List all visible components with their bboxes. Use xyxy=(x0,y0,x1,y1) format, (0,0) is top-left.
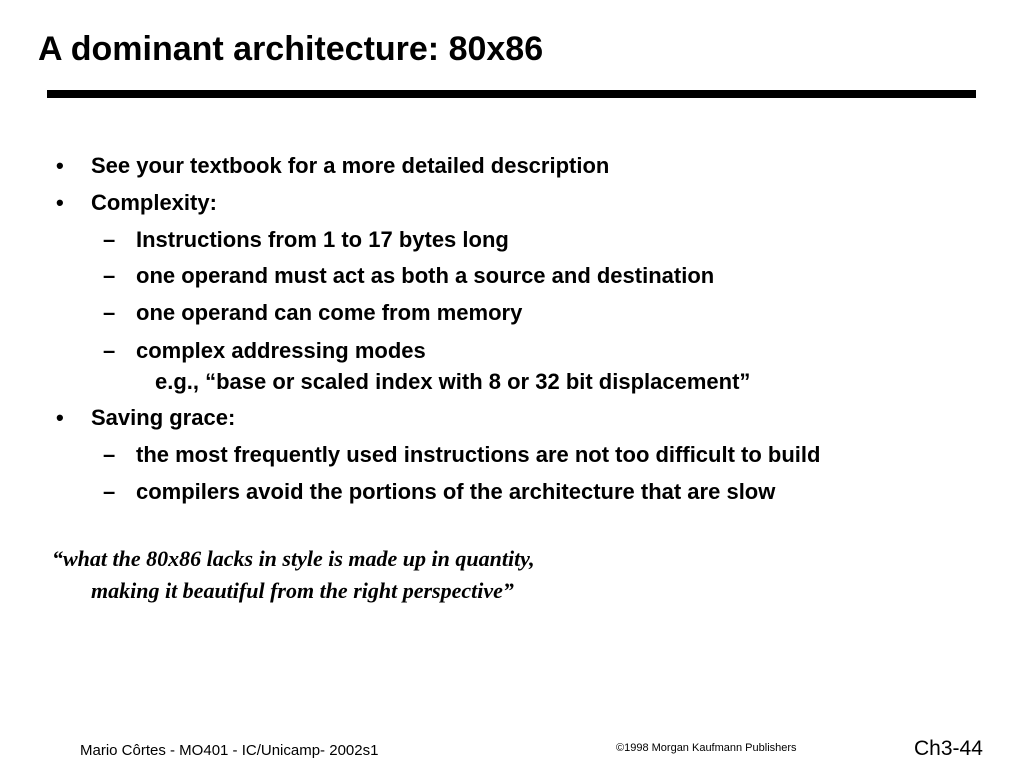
bullet-marker: • xyxy=(56,190,64,215)
continuation-text: e.g., “base or scaled index with 8 or 32 bit displacement” xyxy=(155,369,751,394)
bullet-text: Complexity: xyxy=(91,190,217,215)
quote-line-1: “what the 80x86 lacks in style is made up in quantity, xyxy=(52,546,535,571)
dash-marker: – xyxy=(103,263,116,288)
dash-marker: – xyxy=(103,300,116,325)
dash-marker: – xyxy=(103,227,116,252)
sub-bullet-text: one operand must act as both a source and destination xyxy=(136,263,715,288)
dash-marker: – xyxy=(103,442,116,467)
sub-bullet-text: compilers avoid the portions of the architecture that are slow xyxy=(136,479,776,504)
footer-copyright: ©1998 Morgan Kaufmann Publishers xyxy=(616,742,797,754)
slide-title: A dominant architecture: 80x86 xyxy=(38,30,544,68)
footer-author: Mario Côrtes - MO401 - IC/Unicamp- 2002s1 xyxy=(80,742,379,759)
sub-bullet-text: the most frequently used instructions are not too difficult to build xyxy=(136,442,821,467)
dash-marker: – xyxy=(103,338,116,363)
bullet-text: See your textbook for a more detailed description xyxy=(91,153,610,178)
bullet-marker: • xyxy=(56,405,64,430)
sub-bullet-text: one operand can come from memory xyxy=(136,300,523,325)
bullet-text: Saving grace: xyxy=(91,405,236,430)
title-underline-rule xyxy=(47,90,976,98)
quote-line-2: making it beautiful from the right perspective” xyxy=(91,578,514,603)
page-number: Ch3-44 xyxy=(914,737,983,760)
bullet-marker: • xyxy=(56,153,64,178)
sub-bullet-text: Instructions from 1 to 17 bytes long xyxy=(136,227,509,252)
dash-marker: – xyxy=(103,479,116,504)
sub-bullet-text: complex addressing modes xyxy=(136,338,426,363)
